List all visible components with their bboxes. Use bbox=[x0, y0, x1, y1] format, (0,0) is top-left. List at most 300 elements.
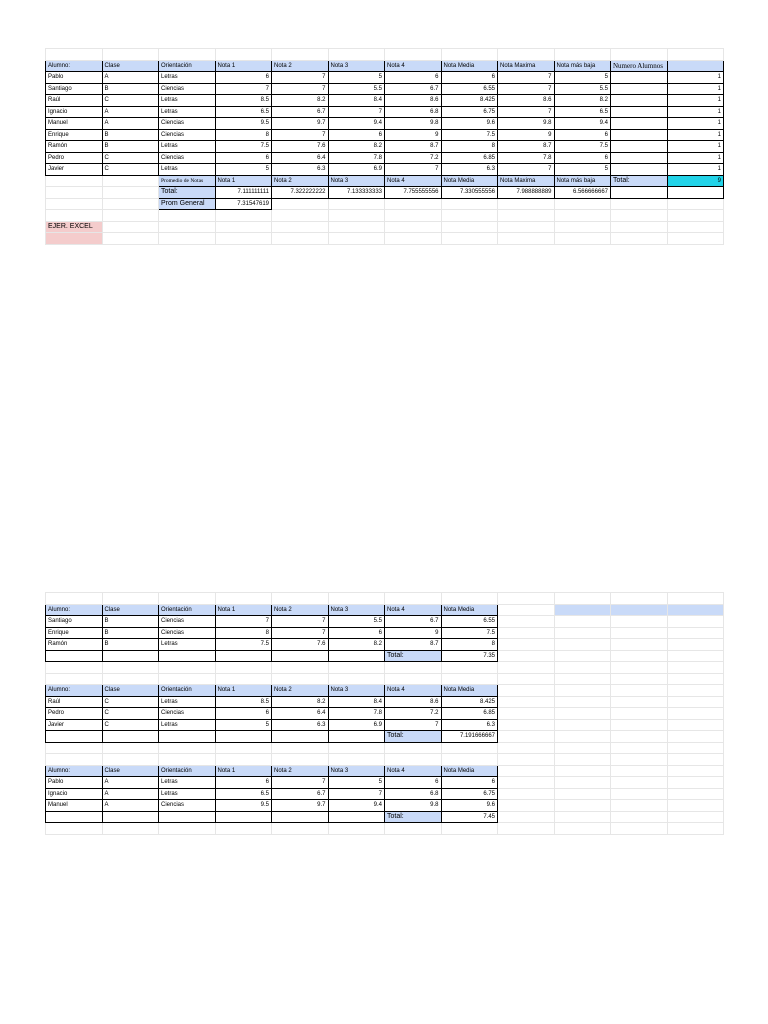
cell[interactable] bbox=[554, 616, 611, 628]
table-cell[interactable]: 7.5 bbox=[441, 129, 498, 141]
table-cell[interactable]: C bbox=[102, 95, 159, 107]
table-cell[interactable]: 6.9 bbox=[328, 164, 385, 176]
table-cell[interactable]: 8.4 bbox=[328, 696, 385, 708]
table-cell[interactable]: B bbox=[102, 83, 159, 95]
table-cell[interactable]: 6.85 bbox=[441, 708, 498, 720]
table-cell[interactable]: 7 bbox=[215, 83, 272, 95]
table-cell[interactable]: Ciencias bbox=[159, 152, 216, 164]
table-cell[interactable]: 6.7 bbox=[385, 616, 442, 628]
table-cell[interactable]: Ciencias bbox=[159, 83, 216, 95]
table-cell[interactable]: 9.8 bbox=[385, 118, 442, 130]
table-cell[interactable]: 6 bbox=[215, 72, 272, 84]
cell[interactable] bbox=[159, 731, 216, 743]
cell[interactable] bbox=[272, 210, 329, 222]
cell[interactable] bbox=[102, 742, 159, 754]
table-cell[interactable]: 1 bbox=[667, 129, 724, 141]
cell[interactable] bbox=[441, 49, 498, 61]
cell[interactable] bbox=[215, 221, 272, 233]
table-cell[interactable]: 6.5 bbox=[554, 106, 611, 118]
table-cell[interactable]: 9.8 bbox=[385, 800, 442, 812]
table-cell[interactable]: 8.7 bbox=[385, 141, 442, 153]
averages-header-cell[interactable]: Nota Maxima bbox=[498, 175, 555, 187]
header-cell[interactable]: Nota Media bbox=[441, 685, 498, 697]
cell[interactable] bbox=[611, 233, 668, 245]
header-cell[interactable]: Nota 1 bbox=[215, 765, 272, 777]
student-name[interactable]: Raúl bbox=[46, 95, 103, 107]
cell[interactable] bbox=[159, 210, 216, 222]
cell[interactable] bbox=[385, 233, 442, 245]
table-cell[interactable]: 7.2 bbox=[385, 152, 442, 164]
student-name[interactable]: Ignacio bbox=[46, 788, 103, 800]
header-cell[interactable]: Nota 4 bbox=[385, 765, 442, 777]
table-cell[interactable]: 6.5 bbox=[215, 788, 272, 800]
table-cell[interactable]: 8.7 bbox=[498, 141, 555, 153]
cell[interactable] bbox=[498, 662, 555, 674]
header-cell[interactable]: Clase bbox=[102, 685, 159, 697]
table-cell[interactable]: B bbox=[102, 639, 159, 651]
table-cell[interactable]: 7.5 bbox=[554, 141, 611, 153]
table-cell[interactable] bbox=[611, 83, 668, 95]
cell[interactable] bbox=[667, 742, 724, 754]
table-cell[interactable] bbox=[611, 95, 668, 107]
table-cell[interactable]: 6.7 bbox=[272, 788, 329, 800]
cell[interactable] bbox=[667, 233, 724, 245]
cell[interactable] bbox=[554, 742, 611, 754]
cell[interactable] bbox=[385, 593, 442, 605]
table-cell[interactable]: 9.4 bbox=[554, 118, 611, 130]
table-cell[interactable]: 1 bbox=[667, 106, 724, 118]
table-cell[interactable]: Letras bbox=[159, 777, 216, 789]
table-cell[interactable]: 6.3 bbox=[441, 719, 498, 731]
table-cell[interactable]: 7.8 bbox=[328, 152, 385, 164]
cell[interactable] bbox=[498, 198, 555, 210]
cell[interactable] bbox=[667, 696, 724, 708]
cell[interactable] bbox=[46, 187, 103, 199]
average-value[interactable]: 7.111111111 bbox=[215, 187, 272, 199]
table-cell[interactable]: B bbox=[102, 129, 159, 141]
averages-header-cell[interactable]: Nota 4 bbox=[385, 175, 442, 187]
cell[interactable] bbox=[102, 198, 159, 210]
table-cell[interactable]: 7.6 bbox=[272, 141, 329, 153]
averages-header-cell[interactable]: Nota Media bbox=[441, 175, 498, 187]
table-cell[interactable]: 1 bbox=[667, 164, 724, 176]
cell[interactable] bbox=[498, 616, 555, 628]
cell[interactable] bbox=[328, 811, 385, 823]
table-cell[interactable]: 6 bbox=[441, 72, 498, 84]
cell[interactable] bbox=[46, 198, 103, 210]
table-cell[interactable]: 6 bbox=[215, 777, 272, 789]
cell[interactable] bbox=[328, 742, 385, 754]
table-cell[interactable]: Ciencias bbox=[159, 129, 216, 141]
table-cell[interactable]: 8.6 bbox=[385, 95, 442, 107]
header-cell[interactable]: Alumno: bbox=[46, 60, 103, 72]
cell[interactable] bbox=[46, 673, 103, 685]
cell[interactable] bbox=[272, 823, 329, 835]
table-cell[interactable]: 7 bbox=[272, 616, 329, 628]
table-cell[interactable]: A bbox=[102, 72, 159, 84]
table-cell[interactable]: 6 bbox=[385, 72, 442, 84]
cell[interactable] bbox=[667, 593, 724, 605]
cell[interactable] bbox=[498, 210, 555, 222]
table-cell[interactable]: B bbox=[102, 627, 159, 639]
cell[interactable] bbox=[159, 811, 216, 823]
header-cell[interactable]: Nota 2 bbox=[272, 685, 329, 697]
table-cell[interactable]: Letras bbox=[159, 719, 216, 731]
table-cell[interactable]: Letras bbox=[159, 141, 216, 153]
table-cell[interactable]: 9 bbox=[385, 129, 442, 141]
table-cell[interactable]: 7 bbox=[328, 106, 385, 118]
cell[interactable] bbox=[441, 233, 498, 245]
cell[interactable] bbox=[159, 742, 216, 754]
cell[interactable] bbox=[554, 650, 611, 662]
table-cell[interactable]: 6 bbox=[328, 627, 385, 639]
header-cell[interactable]: Nota Media bbox=[441, 60, 498, 72]
header-cell[interactable]: Clase bbox=[102, 765, 159, 777]
cell[interactable] bbox=[328, 650, 385, 662]
student-name[interactable]: Enrique bbox=[46, 627, 103, 639]
table-cell[interactable]: 7 bbox=[498, 83, 555, 95]
cell[interactable] bbox=[611, 604, 668, 616]
cell[interactable] bbox=[328, 198, 385, 210]
student-name[interactable]: Ramón bbox=[46, 141, 103, 153]
cell[interactable] bbox=[159, 823, 216, 835]
cell[interactable] bbox=[102, 221, 159, 233]
average-value[interactable]: 7.133333333 bbox=[328, 187, 385, 199]
cell[interactable] bbox=[272, 650, 329, 662]
table-cell[interactable]: 9.7 bbox=[272, 800, 329, 812]
cell[interactable] bbox=[215, 731, 272, 743]
header-cell[interactable]: Orientación bbox=[159, 685, 216, 697]
table-cell[interactable]: 1 bbox=[667, 141, 724, 153]
cell[interactable] bbox=[611, 811, 668, 823]
table-cell[interactable]: 9.6 bbox=[441, 118, 498, 130]
cell[interactable] bbox=[46, 210, 103, 222]
table-cell[interactable]: 7.2 bbox=[385, 708, 442, 720]
cell[interactable] bbox=[46, 811, 103, 823]
header-cell[interactable]: Nota Media bbox=[441, 604, 498, 616]
cell[interactable] bbox=[272, 731, 329, 743]
table-cell[interactable]: 8.7 bbox=[385, 639, 442, 651]
header-cell[interactable]: Alumno: bbox=[46, 765, 103, 777]
table-cell[interactable]: 6.4 bbox=[272, 708, 329, 720]
student-name[interactable]: Santiago bbox=[46, 616, 103, 628]
table-cell[interactable]: Ciencias bbox=[159, 800, 216, 812]
table-cell[interactable]: C bbox=[102, 708, 159, 720]
table-cell[interactable]: 6 bbox=[554, 152, 611, 164]
table-cell[interactable]: 9.5 bbox=[215, 800, 272, 812]
cell[interactable] bbox=[667, 650, 724, 662]
cell[interactable] bbox=[215, 823, 272, 835]
table-cell[interactable]: 7 bbox=[272, 627, 329, 639]
header-cell[interactable]: Nota 1 bbox=[215, 60, 272, 72]
exercise-tag[interactable]: EJER. EXCEL bbox=[46, 221, 103, 233]
cell[interactable] bbox=[441, 593, 498, 605]
cell[interactable] bbox=[554, 788, 611, 800]
cell[interactable] bbox=[46, 662, 103, 674]
table-cell[interactable] bbox=[611, 118, 668, 130]
cell[interactable] bbox=[498, 811, 555, 823]
cell[interactable] bbox=[554, 639, 611, 651]
table-cell[interactable]: 7.5 bbox=[215, 639, 272, 651]
table-cell[interactable]: 5 bbox=[554, 72, 611, 84]
table-cell[interactable]: B bbox=[102, 141, 159, 153]
table-cell[interactable]: 9.4 bbox=[328, 118, 385, 130]
cell[interactable] bbox=[102, 673, 159, 685]
table-cell[interactable]: Letras bbox=[159, 788, 216, 800]
cell[interactable] bbox=[611, 662, 668, 674]
cell[interactable] bbox=[385, 823, 442, 835]
cell[interactable] bbox=[159, 662, 216, 674]
cell[interactable] bbox=[159, 221, 216, 233]
cell[interactable] bbox=[667, 777, 724, 789]
table-cell[interactable]: 7 bbox=[272, 72, 329, 84]
cell[interactable] bbox=[667, 754, 724, 766]
cell[interactable] bbox=[498, 685, 555, 697]
cell[interactable] bbox=[102, 662, 159, 674]
cell[interactable] bbox=[667, 627, 724, 639]
cell[interactable] bbox=[554, 627, 611, 639]
cell[interactable] bbox=[46, 742, 103, 754]
table-cell[interactable]: Letras bbox=[159, 696, 216, 708]
cell[interactable] bbox=[554, 593, 611, 605]
table-cell[interactable]: 9.7 bbox=[272, 118, 329, 130]
table-cell[interactable]: 7 bbox=[272, 83, 329, 95]
cell[interactable] bbox=[667, 662, 724, 674]
table-cell[interactable]: 6.3 bbox=[272, 164, 329, 176]
cell[interactable] bbox=[498, 696, 555, 708]
header-cell[interactable]: Nota más baja bbox=[554, 60, 611, 72]
group-total-label[interactable]: Total: bbox=[385, 650, 442, 662]
table-cell[interactable]: 5 bbox=[328, 72, 385, 84]
table-cell[interactable]: 7.6 bbox=[272, 639, 329, 651]
general-average-label[interactable]: Prom General bbox=[159, 198, 216, 210]
averages-header-cell[interactable]: Nota más baja bbox=[554, 175, 611, 187]
cell[interactable] bbox=[498, 708, 555, 720]
cell[interactable] bbox=[611, 719, 668, 731]
cell[interactable] bbox=[611, 639, 668, 651]
cell[interactable] bbox=[102, 823, 159, 835]
cell[interactable] bbox=[667, 800, 724, 812]
cell[interactable] bbox=[611, 731, 668, 743]
cell[interactable] bbox=[611, 800, 668, 812]
cell[interactable] bbox=[441, 673, 498, 685]
student-name[interactable]: Pablo bbox=[46, 72, 103, 84]
cell[interactable] bbox=[554, 731, 611, 743]
table-cell[interactable]: C bbox=[102, 164, 159, 176]
cell[interactable] bbox=[272, 811, 329, 823]
table-cell[interactable]: 9.8 bbox=[498, 118, 555, 130]
table-cell[interactable]: 5.5 bbox=[554, 83, 611, 95]
header-cell[interactable]: Nota 3 bbox=[328, 604, 385, 616]
table-cell[interactable]: 7 bbox=[328, 788, 385, 800]
cell[interactable] bbox=[102, 210, 159, 222]
cell[interactable] bbox=[159, 49, 216, 61]
cell[interactable] bbox=[498, 731, 555, 743]
cell[interactable] bbox=[554, 777, 611, 789]
header-cell[interactable]: Nota 2 bbox=[272, 60, 329, 72]
table-cell[interactable]: 6.3 bbox=[272, 719, 329, 731]
table-cell[interactable]: 8 bbox=[441, 141, 498, 153]
group-total-label[interactable]: Total: bbox=[385, 731, 442, 743]
group-total-value[interactable]: 7.191666667 bbox=[441, 731, 498, 743]
header-cell[interactable]: Orientación bbox=[159, 60, 216, 72]
table-cell[interactable]: 6.75 bbox=[441, 788, 498, 800]
table-cell[interactable]: 8.5 bbox=[215, 95, 272, 107]
cell[interactable] bbox=[441, 198, 498, 210]
table-cell[interactable]: 8 bbox=[215, 129, 272, 141]
cell[interactable] bbox=[328, 593, 385, 605]
cell[interactable] bbox=[667, 685, 724, 697]
cell[interactable] bbox=[498, 233, 555, 245]
cell[interactable] bbox=[498, 742, 555, 754]
cell[interactable] bbox=[498, 49, 555, 61]
table-cell[interactable]: 7.5 bbox=[215, 141, 272, 153]
header-cell[interactable]: Nota 4 bbox=[385, 604, 442, 616]
student-name[interactable]: Javier bbox=[46, 719, 103, 731]
average-value[interactable]: 7.755555556 bbox=[385, 187, 442, 199]
averages-header-cell[interactable]: Nota 1 bbox=[215, 175, 272, 187]
header-cell[interactable]: Clase bbox=[102, 60, 159, 72]
table-cell[interactable]: 9.6 bbox=[441, 800, 498, 812]
table-cell[interactable]: 5 bbox=[215, 164, 272, 176]
cell[interactable] bbox=[46, 593, 103, 605]
cell[interactable] bbox=[498, 221, 555, 233]
table-cell[interactable]: 1 bbox=[667, 118, 724, 130]
cell[interactable] bbox=[554, 673, 611, 685]
cell[interactable] bbox=[554, 823, 611, 835]
cell[interactable] bbox=[102, 593, 159, 605]
header-cell[interactable]: Nota 4 bbox=[385, 60, 442, 72]
cell[interactable] bbox=[272, 742, 329, 754]
student-name[interactable]: Ramón bbox=[46, 639, 103, 651]
cell[interactable] bbox=[328, 823, 385, 835]
cell[interactable] bbox=[667, 198, 724, 210]
cell[interactable] bbox=[102, 49, 159, 61]
table-cell[interactable]: C bbox=[102, 719, 159, 731]
student-name[interactable]: Ignacio bbox=[46, 106, 103, 118]
cell[interactable] bbox=[498, 604, 555, 616]
cell[interactable] bbox=[328, 754, 385, 766]
averages-header-cell[interactable]: Nota 3 bbox=[328, 175, 385, 187]
cell[interactable] bbox=[667, 708, 724, 720]
cell[interactable] bbox=[611, 777, 668, 789]
table-cell[interactable]: Ciencias bbox=[159, 118, 216, 130]
cell[interactable] bbox=[554, 765, 611, 777]
table-cell[interactable]: 7 bbox=[272, 129, 329, 141]
header-cell[interactable]: Alumno: bbox=[46, 604, 103, 616]
table-cell[interactable]: 5.5 bbox=[328, 616, 385, 628]
table-cell[interactable]: 9.4 bbox=[328, 800, 385, 812]
cell[interactable] bbox=[215, 662, 272, 674]
cell[interactable] bbox=[215, 593, 272, 605]
cell[interactable] bbox=[385, 49, 442, 61]
cell[interactable] bbox=[328, 210, 385, 222]
cell[interactable] bbox=[385, 210, 442, 222]
table-cell[interactable]: Ciencias bbox=[159, 708, 216, 720]
cell[interactable] bbox=[611, 696, 668, 708]
table-cell[interactable]: 9.5 bbox=[215, 118, 272, 130]
header-cell[interactable]: Orientación bbox=[159, 604, 216, 616]
cell[interactable] bbox=[611, 742, 668, 754]
averages-total-label[interactable]: Total: bbox=[159, 187, 216, 199]
table-cell[interactable]: 7 bbox=[385, 164, 442, 176]
average-value[interactable]: 7.988888889 bbox=[498, 187, 555, 199]
table-cell[interactable]: 6 bbox=[554, 129, 611, 141]
student-name[interactable]: Enrique bbox=[46, 129, 103, 141]
student-name[interactable]: Santiago bbox=[46, 83, 103, 95]
cell[interactable] bbox=[611, 765, 668, 777]
cell[interactable] bbox=[46, 49, 103, 61]
cell[interactable] bbox=[441, 754, 498, 766]
cell[interactable] bbox=[498, 765, 555, 777]
cell[interactable] bbox=[667, 719, 724, 731]
cell[interactable] bbox=[385, 742, 442, 754]
header-cell[interactable]: Nota 3 bbox=[328, 765, 385, 777]
table-cell[interactable]: 8.2 bbox=[272, 95, 329, 107]
group-total-value[interactable]: 7.45 bbox=[441, 811, 498, 823]
cell[interactable] bbox=[215, 49, 272, 61]
cell[interactable] bbox=[272, 49, 329, 61]
cell[interactable] bbox=[611, 650, 668, 662]
table-cell[interactable]: 6.8 bbox=[385, 106, 442, 118]
cell[interactable] bbox=[46, 731, 103, 743]
cell[interactable] bbox=[554, 221, 611, 233]
header-cell[interactable]: Clase bbox=[102, 604, 159, 616]
cell[interactable] bbox=[498, 639, 555, 651]
table-cell[interactable]: 7 bbox=[272, 777, 329, 789]
table-cell[interactable]: 6.75 bbox=[441, 106, 498, 118]
cell[interactable] bbox=[667, 187, 724, 199]
student-name[interactable]: Javier bbox=[46, 164, 103, 176]
table-cell[interactable]: 1 bbox=[667, 72, 724, 84]
cell[interactable] bbox=[215, 650, 272, 662]
cell[interactable] bbox=[272, 233, 329, 245]
cell[interactable] bbox=[554, 233, 611, 245]
table-cell[interactable] bbox=[611, 106, 668, 118]
cell[interactable] bbox=[498, 593, 555, 605]
header-cell[interactable]: Numero Alumnos bbox=[611, 60, 668, 72]
table-cell[interactable]: Letras bbox=[159, 639, 216, 651]
cell[interactable] bbox=[667, 811, 724, 823]
cell[interactable] bbox=[498, 823, 555, 835]
cell[interactable] bbox=[328, 49, 385, 61]
cell[interactable] bbox=[215, 754, 272, 766]
table-cell[interactable]: 6.5 bbox=[215, 106, 272, 118]
cell[interactable] bbox=[554, 210, 611, 222]
cell[interactable] bbox=[611, 673, 668, 685]
cell[interactable] bbox=[498, 719, 555, 731]
table-cell[interactable]: 1 bbox=[667, 95, 724, 107]
averages-header-cell[interactable]: Nota 2 bbox=[272, 175, 329, 187]
cell[interactable] bbox=[554, 198, 611, 210]
average-value[interactable]: 7.322222222 bbox=[272, 187, 329, 199]
student-name[interactable]: Raúl bbox=[46, 696, 103, 708]
student-name[interactable]: Manuel bbox=[46, 118, 103, 130]
average-value[interactable]: 7.330555556 bbox=[441, 187, 498, 199]
cell[interactable] bbox=[46, 175, 103, 187]
header-cell[interactable]: Nota Maxima bbox=[498, 60, 555, 72]
cell[interactable] bbox=[554, 685, 611, 697]
table-cell[interactable]: A bbox=[102, 800, 159, 812]
table-cell[interactable]: Letras bbox=[159, 72, 216, 84]
cell[interactable] bbox=[215, 811, 272, 823]
cell[interactable] bbox=[611, 616, 668, 628]
cell[interactable] bbox=[667, 221, 724, 233]
table-cell[interactable]: 7 bbox=[215, 616, 272, 628]
count-total-value[interactable]: 9 bbox=[667, 175, 724, 187]
student-name[interactable]: Pedro bbox=[46, 708, 103, 720]
header-cell[interactable]: Nota 3 bbox=[328, 60, 385, 72]
